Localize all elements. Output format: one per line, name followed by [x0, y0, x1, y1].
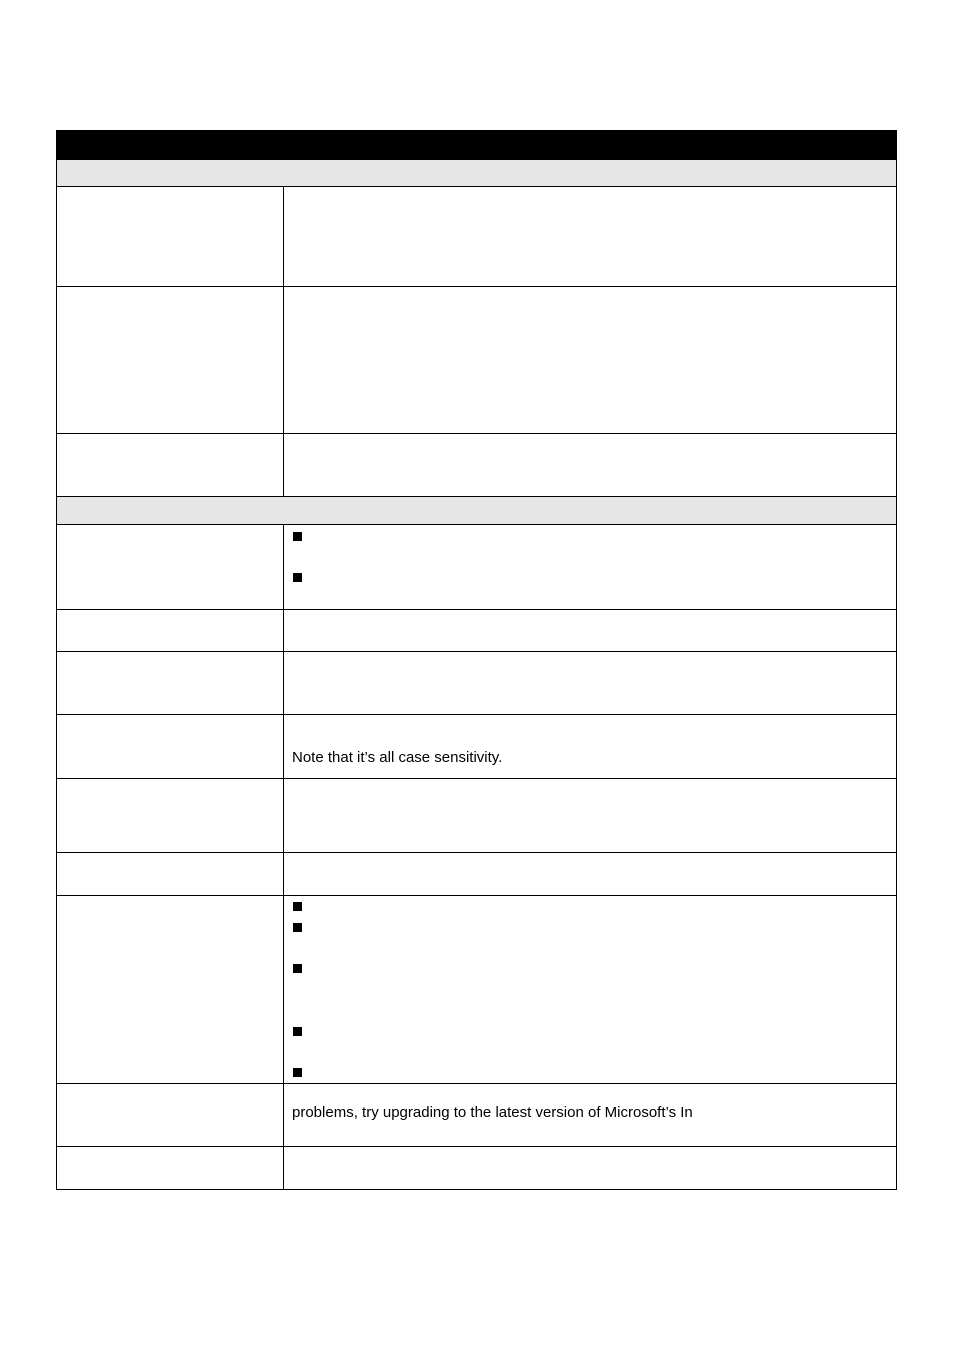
table-border-bottom: [56, 1189, 897, 1190]
table-border-right: [896, 159, 897, 1189]
bullet-square-icon: [293, 1068, 302, 1077]
table-row: [56, 186, 897, 286]
section-band-1: [56, 159, 897, 187]
bullet-square-icon: [293, 964, 302, 973]
bullet-square-icon: [293, 923, 302, 932]
bullet-square-icon: [293, 1027, 302, 1036]
table-row: [56, 778, 897, 852]
table-border-left: [56, 159, 57, 1189]
column-divider: [283, 186, 284, 496]
bullet-square-icon: [293, 902, 302, 911]
bullet-square-icon: [293, 573, 302, 582]
section-band-2: [56, 496, 897, 525]
table-row: [56, 286, 897, 433]
table-row: [56, 524, 897, 609]
row-note: Note that it’s all case sensitivity.: [292, 749, 503, 766]
table-row: [56, 895, 897, 1083]
table-row: [56, 1146, 897, 1189]
table-row: [56, 714, 897, 778]
table-row: [56, 433, 897, 496]
table-row: [56, 651, 897, 714]
column-divider: [283, 524, 284, 1189]
row-note: problems, try upgrading to the latest version of Microsoft’s In: [292, 1104, 693, 1121]
bullet-square-icon: [293, 532, 302, 541]
table-row: [56, 609, 897, 651]
table-header-bar: [56, 130, 897, 159]
table-row: [56, 852, 897, 895]
table-row: [56, 1083, 897, 1146]
